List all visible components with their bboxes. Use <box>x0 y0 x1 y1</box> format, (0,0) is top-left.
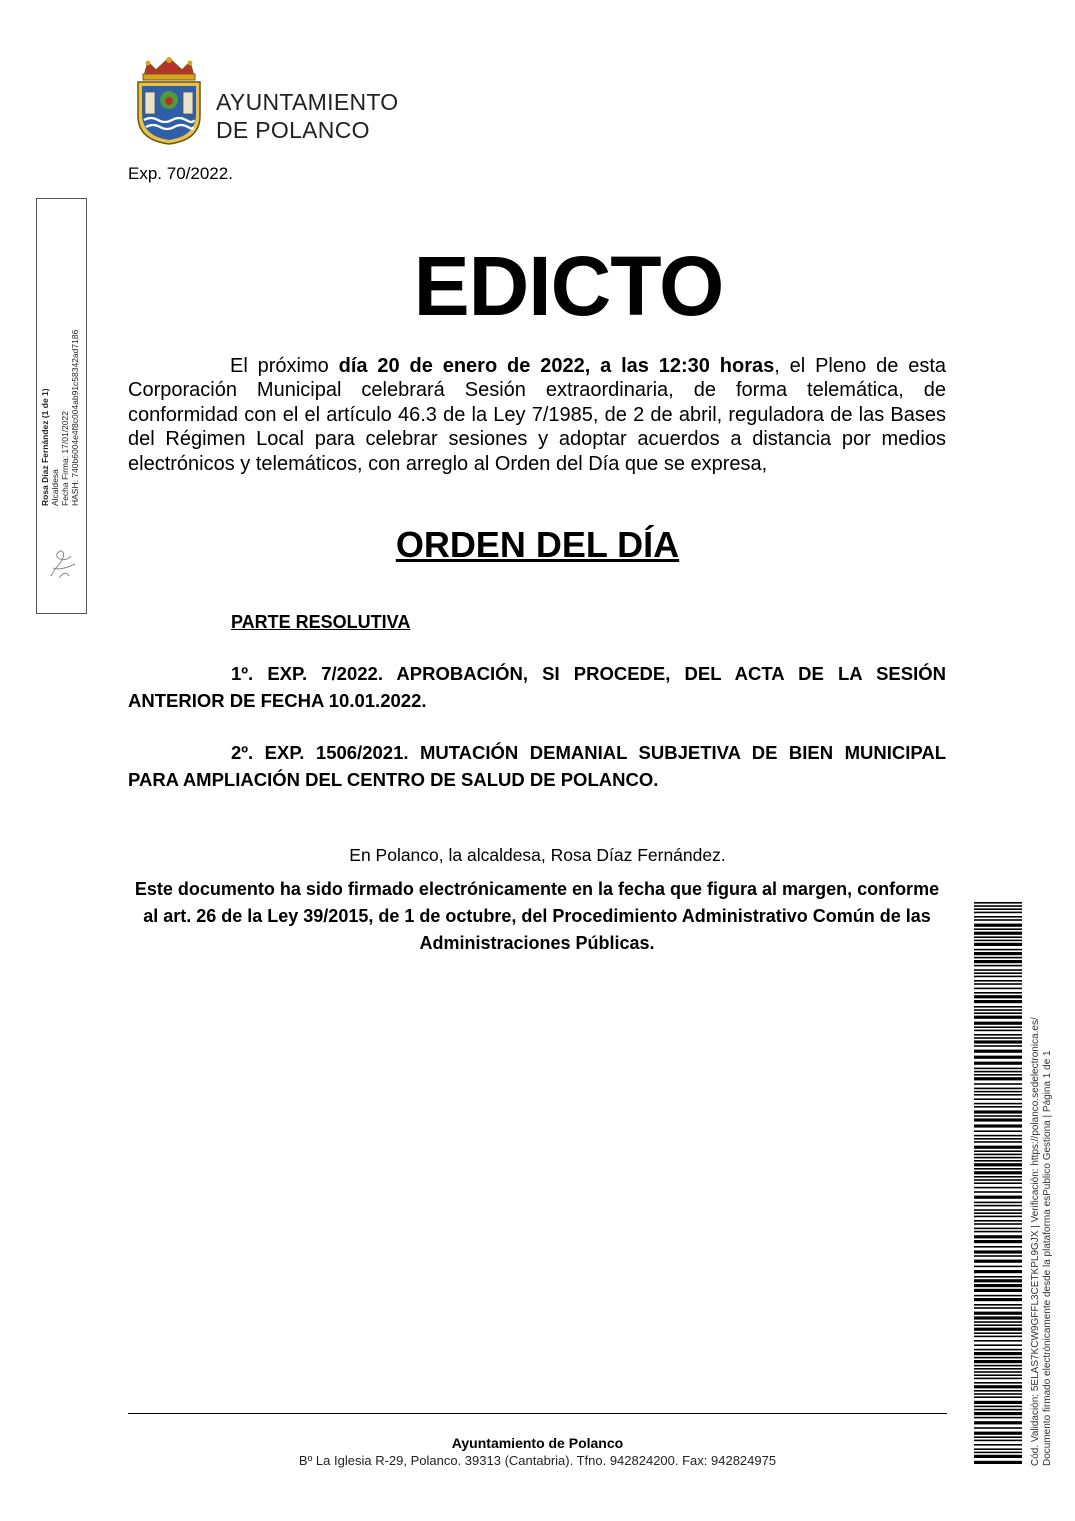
barcode-bar <box>974 960 1022 963</box>
barcode-bar <box>974 1118 1022 1121</box>
barcode-bar <box>974 1279 1022 1282</box>
barcode-bar <box>974 965 1022 967</box>
barcode-bar <box>974 1160 1022 1162</box>
barcode-bar <box>974 1196 1022 1199</box>
footer-address: Bº La Iglesia R-29, Polanco. 39313 (Cantabria). Tfno. 942824200. Fax: 942824975 <box>298 1453 777 1468</box>
barcode-bar <box>974 1316 1022 1319</box>
barcode-bar <box>974 1266 1022 1268</box>
barcode-bar <box>974 1138 1022 1140</box>
barcode-bar <box>974 1216 1022 1218</box>
barcode-bar <box>974 1209 1022 1211</box>
signer-name: Rosa Díaz Fernández (1 de 1) <box>40 388 50 506</box>
electronic-signature-notice: Este documento ha sido firmado electrónicamente en la fecha que figura al margen, conforme al art. 26 de la Ley 39/2015, de 1 de octubre, del Procedimiento Administrativo Común de las Administraciones Públicas. <box>134 879 940 953</box>
barcode-bar <box>974 1448 1022 1450</box>
footer-organization <box>0 1435 1075 1451</box>
barcode-bar <box>974 1182 1022 1184</box>
barcode-bar <box>974 1368 1022 1370</box>
barcode-bar <box>974 924 1022 927</box>
footer-organization-text: Ayuntamiento de Polanco <box>451 1435 624 1451</box>
barcode-bar <box>974 1444 1022 1446</box>
verification-text <box>1030 966 1054 1466</box>
barcode-bar <box>974 1436 1022 1438</box>
barcode-bar <box>974 1074 1022 1076</box>
barcode-bar <box>974 1360 1022 1363</box>
barcode-bar <box>974 1371 1022 1373</box>
barcode-bar <box>974 1412 1022 1415</box>
document-title <box>0 238 1075 334</box>
barcode-bar <box>974 1440 1022 1442</box>
barcode-bar <box>974 902 1022 904</box>
intro-rest: , el Pleno de esta Corporación Municipal celebrará Sesión extraordinaria, de forma telemática, de conformidad con el el artículo 46.3 de la Ley 7/1985, de 2 de abril, reguladora de las Bases del Régimen Local para celebrar sesiones y adoptar acuerdos a distancia por medios electrónicos y telemáticos, con arreglo al Orden del Día que se expresa, <box>128 355 947 475</box>
coat-of-arms-logo <box>132 54 206 146</box>
barcode-bar <box>974 992 1022 994</box>
barcode-bar <box>974 1106 1022 1108</box>
signature-hash: HASH: 740b6004e4f8c004ab91c58342ad7186 <box>70 329 80 506</box>
barcode-bar <box>974 1340 1022 1342</box>
agenda-item-text: 2º. EXP. 1506/2021. MUTACIÓN DEMANIAL SUBJETIVA DE BIEN MUNICIPAL PARA AMPLIACIÓN DEL CENTRO DE SALUD DE POLANCO. <box>128 742 946 790</box>
barcode-bar <box>974 1427 1022 1429</box>
barcode-bar <box>974 1071 1022 1073</box>
barcode-bar <box>974 1077 1022 1080</box>
barcode-bar <box>974 1378 1022 1380</box>
barcode-bar <box>974 928 1022 930</box>
barcode-bar <box>974 969 1022 971</box>
barcode-bar <box>974 1349 1022 1351</box>
intro-lead: El próximo <box>230 355 339 377</box>
agenda-item <box>128 739 946 793</box>
barcode-bar <box>974 1157 1022 1159</box>
barcode-bar <box>974 1332 1022 1334</box>
barcode-bar <box>974 1115 1022 1117</box>
barcode-bar <box>974 1220 1022 1222</box>
barcode-bar <box>974 1374 1022 1376</box>
signer-role: Alcaldesa <box>50 469 60 506</box>
barcode-bar <box>974 1094 1022 1096</box>
barcode-bar <box>974 1390 1022 1392</box>
barcode-bar <box>974 1026 1022 1028</box>
barcode-bar <box>974 1295 1022 1297</box>
document-title-text: EDICTO <box>413 239 724 333</box>
barcode-bar <box>974 983 1022 985</box>
agenda-heading-text: ORDEN DEL DÍA <box>395 524 680 565</box>
barcode-bar <box>974 1000 1022 1003</box>
barcode-bar <box>974 949 1022 951</box>
barcode-bar <box>974 1187 1022 1189</box>
barcode-bar <box>974 972 1022 974</box>
barcode-bar <box>974 905 1022 907</box>
barcode-bar <box>974 1050 1022 1053</box>
signature-details <box>40 306 80 506</box>
barcode-bar <box>974 1146 1022 1149</box>
barcode-bar <box>974 1298 1022 1301</box>
barcode-bar <box>974 1205 1022 1207</box>
barcode-bar <box>974 1016 1022 1019</box>
barcode-bar <box>974 1344 1022 1346</box>
barcode-bar <box>974 1045 1022 1047</box>
barcode-bar <box>974 1352 1022 1355</box>
barcode-bar <box>974 1246 1022 1248</box>
barcode-bar <box>974 1056 1022 1059</box>
barcode-bar <box>974 1321 1022 1323</box>
barcode-bar <box>974 1284 1022 1287</box>
barcode-bar <box>974 908 1022 910</box>
barcode-bar <box>974 1124 1022 1127</box>
barcode-bar <box>974 1231 1022 1233</box>
barcode-bar <box>974 995 1022 998</box>
barcode-bar <box>974 1228 1022 1230</box>
barcode-bar <box>974 1223 1022 1225</box>
barcode-bar <box>974 1432 1022 1435</box>
barcode-bar <box>974 1406 1022 1408</box>
barcode-bar <box>974 1452 1022 1454</box>
barcode-bar <box>974 1098 1022 1100</box>
barcode-bar <box>974 1179 1022 1181</box>
agenda-heading <box>0 523 1075 567</box>
barcode-bar <box>974 980 1022 982</box>
barcode-bar <box>974 1401 1022 1404</box>
expediente-number: Exp. 70/2022. <box>128 164 233 183</box>
barcode-bar <box>974 1455 1022 1458</box>
barcode-bar <box>974 1030 1022 1032</box>
barcode-bar <box>974 1307 1022 1309</box>
section-label: PARTE RESOLUTIVA <box>231 612 411 632</box>
footer-divider <box>128 1413 947 1414</box>
barcode-bar <box>974 1191 1022 1193</box>
barcode-bar <box>974 936 1022 938</box>
barcode-bar <box>974 1150 1022 1152</box>
barcode-bar <box>974 1135 1022 1137</box>
barcode-bar <box>974 1009 1022 1011</box>
intro-date-time: día 20 de enero de 2022, a las 12:30 horas <box>338 355 775 377</box>
barcode-bar <box>974 1088 1022 1090</box>
barcode-bar <box>974 1130 1022 1132</box>
organization-name <box>216 88 399 144</box>
barcode-bar <box>974 1062 1022 1065</box>
barcode-bar <box>974 1083 1022 1085</box>
barcode-bar <box>974 1154 1022 1156</box>
barcode-bar <box>974 1022 1022 1025</box>
barcode-bar <box>974 1385 1022 1388</box>
barcode-bar <box>974 1324 1022 1326</box>
barcode-bar <box>974 1312 1022 1315</box>
barcode-bar <box>974 1103 1022 1105</box>
barcode-bar <box>974 1202 1022 1204</box>
platform-notice: Documento firmado electrónicamente desde la plataforma esPublico Gestiona | Página 1 de 1 <box>1042 1050 1053 1466</box>
place-and-signatory-text: En Polanco, la alcaldesa, Rosa Díaz Fernández. <box>349 845 726 865</box>
barcode-bar <box>974 919 1022 921</box>
barcode-bar <box>974 1068 1022 1070</box>
barcode-bar <box>974 1040 1022 1043</box>
barcode-bar <box>974 1250 1022 1253</box>
org-name-line2: DE POLANCO <box>216 117 370 143</box>
barcode-bar <box>974 1212 1022 1214</box>
barcode-bar <box>974 943 1022 946</box>
barcode-bar <box>974 1417 1022 1419</box>
barcode-bar <box>974 1240 1022 1243</box>
barcode-bar <box>974 1006 1022 1008</box>
barcode-bar <box>974 912 1022 914</box>
barcode-bar <box>974 1270 1022 1273</box>
barcode-bar <box>974 1141 1022 1143</box>
barcode-bar <box>974 1034 1022 1036</box>
barcode-bar <box>974 976 1022 978</box>
barcode-bar <box>974 1304 1022 1306</box>
barcode-bar <box>974 1176 1022 1178</box>
barcode-bar <box>974 1171 1022 1174</box>
barcode-bar <box>974 1336 1022 1338</box>
barcode-bar <box>974 1289 1022 1292</box>
barcode-bar <box>974 916 1022 918</box>
agenda-item-text: 1º. EXP. 7/2022. APROBACIÓN, SI PROCEDE, DEL ACTA DE LA SESIÓN ANTERIOR DE FECHA 10.01.2022. <box>128 663 946 711</box>
barcode-bar <box>974 932 1022 935</box>
barcode-bar <box>974 1276 1022 1278</box>
barcode-bar <box>974 940 1022 942</box>
barcode-bar <box>974 1328 1022 1331</box>
barcode-bar <box>974 1091 1022 1093</box>
intro-paragraph <box>128 354 946 476</box>
barcode <box>974 902 1022 1466</box>
barcode-bar <box>974 1037 1022 1039</box>
barcode-bar <box>974 1357 1022 1359</box>
barcode-bar <box>974 1168 1022 1170</box>
place-and-signatory <box>0 845 1075 866</box>
org-name-line1: AYUNTAMIENTO <box>216 89 399 115</box>
barcode-bar <box>974 1409 1022 1411</box>
barcode-bar <box>974 1255 1022 1257</box>
barcode-bar <box>974 1393 1022 1395</box>
barcode-bar <box>974 957 1022 959</box>
barcode-bar <box>974 1421 1022 1424</box>
barcode-bar <box>974 1396 1022 1398</box>
barcode-bar <box>974 1365 1022 1367</box>
barcode-bar <box>974 1012 1022 1014</box>
barcode-bar <box>974 1163 1022 1166</box>
barcode-bar <box>974 952 1022 955</box>
barcode-bar <box>974 988 1022 990</box>
agenda-item <box>128 660 946 714</box>
barcode-bar <box>974 1110 1022 1113</box>
barcode-bar <box>974 1235 1022 1238</box>
barcode-bar <box>974 1260 1022 1263</box>
barcode-bar <box>974 1461 1022 1464</box>
signature-date: Fecha Firma: 17/01/2022 <box>60 411 70 506</box>
barcode-bar <box>974 1382 1022 1384</box>
verification-code: Cód. Validación: 5ELAS7KCW9GFFL3CETKPL9GJX | Verificación: https://polanco.sedelectronica.es/ <box>1030 1017 1041 1466</box>
